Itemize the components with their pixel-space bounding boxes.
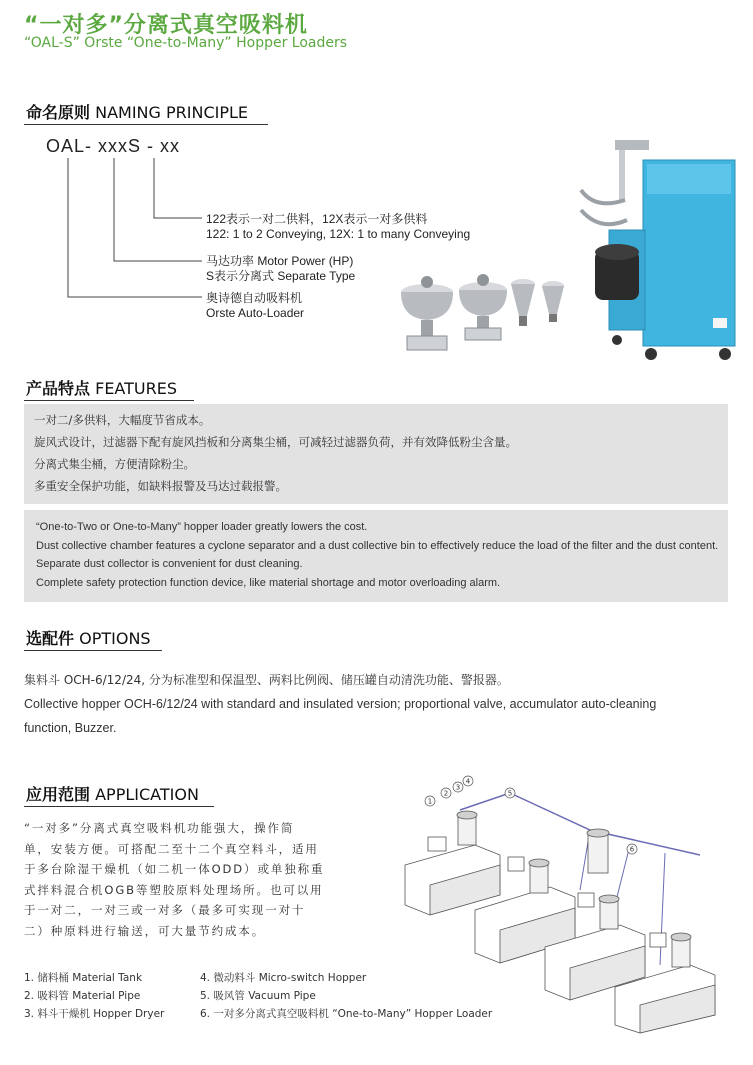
page-subtitle: “OAL-S” Orste “One-to-Many” Hopper Loaders [24, 35, 348, 51]
application-heading [26, 782, 199, 805]
naming-heading-en: NAMING PRINCIPLE [95, 103, 249, 122]
small-hopper-2 [459, 274, 507, 340]
page-title: “一对多”分离式真空吸料机 [24, 13, 308, 38]
options-body [24, 668, 724, 740]
feature-en-item: Dust collective chamber features a cyclone separator and a dust collective bin to effectively reduce the load of the filter and the dust content. [36, 539, 719, 552]
application-line: 于一对二，一对三或一对多（最多可实现一对十 [24, 903, 306, 917]
feature-en-item: “One-to-Two or One-to-Many” hopper loader greatly lowers the cost. [36, 521, 368, 533]
application-line: 单，安装方便。可搭配二至十二个真空料斗，适用 [24, 841, 319, 856]
feature-en-item: Complete safety protection function device, like material shortage and motor overloading alarm. [36, 576, 501, 589]
feature-cn-item: 旋风式设计，过滤器下配有旋风挡板和分离集尘桶，可减轻过滤器负荷，并有效降低粉尘含量。 [34, 435, 517, 449]
legend-item: 4. 微动料斗 Micro-switch Hopper [200, 972, 367, 984]
features-en-box [24, 510, 728, 602]
options-en-2: function, Buzzer. [24, 721, 117, 735]
legend-item: 1. 储料桶 Material Tank [24, 972, 143, 984]
options-heading [26, 626, 151, 649]
features-heading-en: FEATURES [95, 379, 177, 398]
legend-item: 2. 吸料管 Material Pipe [24, 990, 141, 1002]
application-heading-en: APPLICATION [95, 785, 199, 804]
application-rule [24, 806, 214, 807]
naming-code: OAL- xxxS - xx [46, 136, 181, 156]
options-rule [24, 650, 162, 651]
options-heading-en: OPTIONS [79, 629, 151, 648]
application-line: 二）种原料进行输送，可大量节约成本。 [24, 923, 266, 938]
feature-cn-item: 多重安全保护功能，如缺料报警及马达过载报警。 [34, 479, 287, 493]
small-hopper-1 [401, 276, 453, 350]
callout-3: 3 [455, 783, 461, 792]
application-line: 式拌料混合机OGB等塑胶原料处理场所。也可以用 [24, 882, 324, 897]
product-machine-image [395, 140, 745, 368]
application-body [24, 818, 354, 941]
legend-item: 6. 一对多分离式真空吸料机 “One-to-Many” Hopper Loader [200, 1008, 493, 1020]
application-line: “一对多”分离式真空吸料机功能强大，操作简 [24, 821, 295, 835]
application-heading-cn: 应用范围 [26, 785, 91, 804]
small-hopper-4 [542, 281, 564, 322]
application-line: 于多台除湿干燥机（如二机一体ODD）或单独称重 [24, 862, 325, 876]
main-loader-unit [581, 140, 735, 360]
naming-heading-cn: 命名原则 [26, 103, 91, 122]
options-heading-cn: 选配件 [26, 629, 75, 648]
naming-item-speed: 122表示一对二供料，12X表示一对多供料 122: 1 to 2 Conveying, 12X: 1 to many Conveying [206, 212, 471, 241]
features-rule [24, 400, 194, 401]
features-heading-cn: 产品特点 [26, 379, 91, 398]
options-en-1: Collective hopper OCH-6/12/24 with standard and insulated version; proportional valve, accumulator auto-cleaning [24, 697, 657, 711]
callout-4: 4 [465, 777, 471, 786]
feature-cn-item: 一对二/多供料，大幅度节省成本。 [34, 413, 211, 427]
naming-item-motor: 马达功率 Motor Power (HP) S表示分离式 Separate Type [206, 254, 356, 283]
feature-en-item: Separate dust collector is convenient for dust cleaning. [36, 558, 303, 570]
callout-1: 1 [427, 797, 433, 806]
callout-2: 2 [443, 789, 449, 798]
options-cn: 集料斗 OCH-6/12/24, 分为标准型和保温型、两料比例阀、储压罐自动清洗功能、警报器。 [24, 673, 509, 687]
legend-item: 3. 料斗干燥机 Hopper Dryer [24, 1008, 165, 1020]
features-heading [26, 376, 177, 399]
legend-item: 5. 吸风管 Vacuum Pipe [200, 990, 316, 1002]
application-legend [24, 970, 744, 1024]
feature-cn-item: 分离式集尘桶，方便清除粉尘。 [34, 457, 195, 471]
callout-5: 5 [507, 789, 513, 798]
small-hopper-3 [511, 279, 535, 326]
callout-6: 6 [629, 845, 635, 854]
naming-item-brand: 奥诗德自动吸料机 Orste Auto-Loader [206, 291, 305, 320]
features-cn-box [24, 404, 728, 504]
